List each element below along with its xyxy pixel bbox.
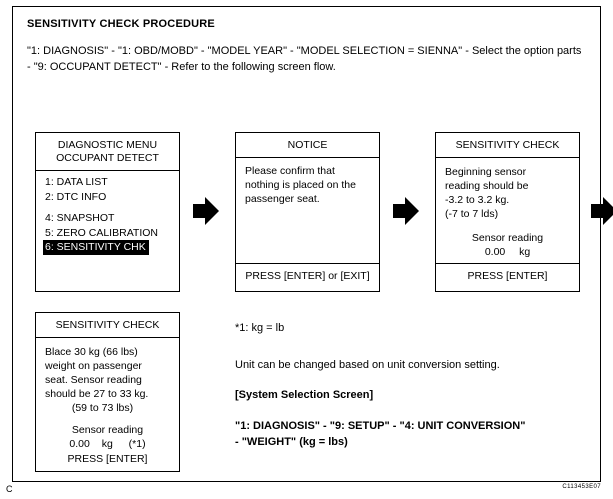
check1-footer: PRESS [ENTER] bbox=[467, 270, 548, 282]
menu-spacer bbox=[45, 204, 179, 211]
check1-header: SENSITIVITY CHECK bbox=[455, 139, 560, 151]
screen-notice bbox=[235, 132, 380, 292]
note-system-selection-heading: [System Selection Screen] bbox=[235, 389, 374, 401]
menu-item-dtc-info[interactable]: 2: DTC INFO bbox=[45, 190, 107, 203]
check1-body-line4: (-7 to 7 lds) bbox=[445, 208, 499, 220]
check1-reading-value: 0.00 bbox=[484, 246, 506, 258]
check2-reading-unit: kg bbox=[101, 438, 113, 450]
check2-body-line3: seat. Sensor reading bbox=[45, 374, 142, 386]
check1-reading-label: Sensor reading bbox=[471, 232, 544, 244]
check2-body-line5: (59 to 73 lbs) bbox=[71, 402, 134, 414]
menu-item-snapshot[interactable]: 4: SNAPSHOT bbox=[45, 212, 115, 224]
flow-arrow-3-icon bbox=[591, 197, 613, 225]
check2-header: SENSITIVITY CHECK bbox=[55, 319, 160, 331]
notice-footer-divider bbox=[236, 263, 379, 264]
check1-body-line3: -3.2 to 3.2 kg. bbox=[445, 194, 510, 206]
check1-body-line1: Beginning sensor bbox=[445, 166, 527, 178]
check1-body-line2: reading should be bbox=[445, 180, 529, 192]
check2-reading-label: Sensor reading bbox=[71, 424, 144, 436]
check1-reading-row bbox=[436, 245, 579, 259]
note-path-line1: "1: DIAGNOSIS" - "9: SETUP" - "4: UNIT CONVERSION" bbox=[235, 420, 526, 432]
check1-footer-divider bbox=[436, 263, 579, 264]
menu-item-data-list[interactable]: 1: DATA LIST bbox=[45, 176, 108, 188]
flow-arrow-1-icon bbox=[193, 197, 219, 225]
notice-footer: PRESS [ENTER] or [EXIT] bbox=[245, 270, 370, 282]
screen-diagnostic-menu bbox=[35, 132, 180, 292]
check2-body-line4: should be 27 to 33 kg. bbox=[45, 388, 149, 400]
check2-reading-value: 0.00 bbox=[69, 438, 90, 450]
menu-item-sensitivity-chk-label: 6: SENSITIVITY CHK bbox=[43, 240, 149, 255]
check1-reading-unit: kg bbox=[519, 246, 531, 258]
menu-item-sensitivity-chk[interactable] bbox=[45, 240, 179, 255]
menu-header-line1: DIAGNOSTIC MENU bbox=[57, 139, 158, 151]
check2-reading-row bbox=[36, 437, 179, 451]
note-path-line2: - "WEIGHT" (kg = lbs) bbox=[235, 436, 348, 448]
figure-code: C113453E07 bbox=[562, 484, 601, 490]
notice-header: NOTICE bbox=[287, 139, 328, 151]
menu-item-list bbox=[36, 171, 179, 255]
screen-sensitivity-check-1 bbox=[435, 132, 580, 292]
check2-footer: PRESS [ENTER] bbox=[67, 453, 148, 465]
check2-body-line1: Blace 30 kg (66 lbs) bbox=[45, 346, 138, 358]
menu-header-line2: OCCUPANT DETECT bbox=[56, 152, 159, 164]
procedure-description: "1: DIAGNOSIS" - "1: OBD/MOBD" - "MODEL YEAR" - "MODEL SELECTION = SIENNA" - Select the option parts - "9: OCCUPANT DETECT" - Refer to the following screen flow. bbox=[27, 45, 582, 73]
notice-body: Please confirm that nothing is placed on the passenger seat. bbox=[245, 165, 356, 205]
footnote-unit: *1: kg = lb bbox=[235, 322, 285, 334]
menu-item-zero-calibration[interactable]: 5: ZERO CALIBRATION bbox=[45, 226, 158, 239]
flow-arrow-2-icon bbox=[393, 197, 419, 225]
check2-body-line2: weight on passenger bbox=[45, 360, 142, 372]
check2-reading-note: (*1) bbox=[128, 438, 146, 450]
note-unit-conversion: Unit can be changed based on unit conversion setting. bbox=[235, 359, 500, 371]
page-title: SENSITIVITY CHECK PROCEDURE bbox=[27, 18, 215, 30]
screen-sensitivity-check-2 bbox=[35, 312, 180, 472]
corner-label: C bbox=[6, 484, 13, 494]
figure-frame bbox=[12, 6, 601, 482]
